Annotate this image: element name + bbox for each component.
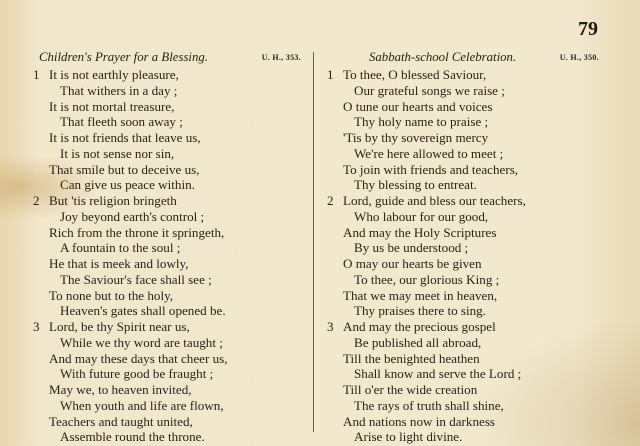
right-hymn-heading: [327, 50, 599, 66]
stanza: [33, 67, 301, 193]
left-hymn: [33, 50, 301, 445]
verse-text: That fleeth soon away ;: [60, 114, 183, 130]
verse-text: Thy holy name to praise ;: [354, 114, 489, 130]
verse-text: It is not friends that leave us,: [49, 130, 201, 145]
verse-line: [327, 67, 599, 83]
verse-text: Till o'er the wide creation: [343, 382, 478, 397]
stanza-number: 3: [327, 319, 334, 334]
verse-text: Thy praises there to sing.: [354, 303, 486, 319]
verse-line: [33, 240, 301, 256]
verse-text: Joy beyond earth's control ;: [60, 208, 205, 224]
verse-text: That withers in a day ;: [60, 82, 178, 98]
verse-text: 'Tis by thy sovereign mercy: [343, 130, 489, 145]
verse-text: O may our hearts be given: [343, 256, 482, 271]
verse-line: [327, 414, 599, 430]
verse-text: Teachers and taught united,: [49, 413, 193, 429]
page-number: 79: [578, 18, 598, 40]
verse-line: [33, 366, 301, 382]
verse-text: While we thy word are taught ;: [60, 334, 223, 350]
verse-line: [33, 351, 301, 367]
verse-line: [327, 288, 599, 304]
verse-line: [33, 225, 301, 241]
left-hymn-stanzas: [33, 67, 301, 445]
stanza-number: 3: [33, 319, 40, 334]
verse-text: O tune our hearts and voices: [343, 98, 493, 114]
stanza-number: 2: [33, 193, 40, 208]
verse-line: [327, 303, 599, 319]
stanza-number: 1: [327, 67, 334, 82]
verse-text: May we, to heaven invited,: [49, 382, 192, 397]
verse-line: [33, 398, 301, 414]
verse-line: [33, 99, 301, 115]
verse-line: [327, 382, 599, 398]
verse-text: Be published all abroad,: [354, 334, 482, 350]
verse-text: Arise to light divine.: [354, 429, 463, 445]
right-hymn-stanzas: [327, 67, 599, 445]
verse-text: And may the Holy Scriptures: [343, 224, 497, 240]
verse-text: To none but to the holy,: [49, 287, 174, 303]
verse-text: To join with friends and teachers,: [343, 161, 519, 177]
verse-line: [327, 256, 599, 272]
verse-line: [33, 303, 301, 319]
verse-line: [33, 288, 301, 304]
verse-line: [33, 335, 301, 351]
verse-line: [33, 319, 301, 335]
verse-line: [33, 162, 301, 178]
verse-text: Who labour for our good,: [354, 208, 489, 224]
verse-text: A fountain to the soul ;: [60, 240, 181, 256]
verse-line: [327, 240, 599, 256]
verse-line: [33, 67, 301, 83]
verse-line: [327, 83, 599, 99]
left-hymn-reference: U. H., 353.: [261, 53, 301, 62]
verse-line: [327, 146, 599, 162]
right-hymn-title: Sabbath-school Celebration.: [369, 50, 517, 64]
stanza: [327, 193, 599, 319]
right-hymn-reference: U. H., 350.: [559, 53, 599, 62]
verse-line: [33, 177, 301, 193]
verse-line: [327, 335, 599, 351]
left-hymn-title: Children's Prayer for a Blessing.: [39, 50, 208, 64]
verse-line: [33, 146, 301, 162]
verse-text: To thee, O blessed Saviour,: [343, 67, 487, 82]
verse-line: [327, 99, 599, 115]
verse-line: [327, 177, 599, 193]
verse-text: Heaven's gates shall opened be.: [60, 303, 226, 319]
verse-line: [327, 114, 599, 130]
verse-text: That we may meet in heaven,: [343, 287, 498, 303]
left-hymn-heading: [33, 50, 301, 66]
verse-text: When youth and life are flown,: [60, 397, 224, 413]
verse-line: [327, 272, 599, 288]
column-divider: [313, 52, 314, 432]
verse-text: And may the precious gospel: [343, 319, 496, 334]
verse-text: Lord, be thy Spirit near us,: [49, 319, 190, 334]
stanza: [33, 193, 301, 319]
verse-text: Thy blessing to entreat.: [354, 177, 477, 193]
verse-text: It is not mortal treasure,: [49, 98, 175, 114]
verse-text: We're here allowed to meet ;: [354, 145, 504, 161]
verse-line: [327, 225, 599, 241]
right-hymn: [327, 50, 599, 445]
verse-line: [33, 256, 301, 272]
verse-text: To thee, our glorious King ;: [354, 271, 500, 287]
verse-line: [327, 351, 599, 367]
verse-line: [33, 272, 301, 288]
verse-line: [33, 209, 301, 225]
verse-line: [33, 382, 301, 398]
verse-text: But 'tis religion bringeth: [49, 193, 177, 208]
stanza-number: 1: [33, 67, 40, 82]
stanza: [33, 319, 301, 445]
verse-line: [327, 162, 599, 178]
verse-line: [33, 83, 301, 99]
stanza-number: 2: [327, 193, 334, 208]
verse-line: [33, 429, 301, 445]
verse-text: Assemble round the throne.: [60, 429, 205, 445]
verse-text: And may these days that cheer us,: [49, 350, 228, 366]
verse-line: [327, 130, 599, 146]
verse-text: By us be understood ;: [354, 240, 469, 256]
verse-text: Shall know and serve the Lord ;: [354, 366, 522, 382]
verse-text: He that is meek and lowly,: [49, 256, 189, 271]
verse-text: And nations now in darkness: [343, 413, 496, 429]
verse-text: Our grateful songs we raise ;: [354, 82, 505, 98]
verse-line: [33, 193, 301, 209]
verse-text: It is not earthly pleasure,: [49, 67, 179, 82]
verse-text: Rich from the throne it springeth,: [49, 224, 225, 240]
verse-line: [327, 193, 599, 209]
verse-text: That smile but to deceive us,: [49, 161, 200, 177]
verse-line: [327, 429, 599, 445]
verse-text: The rays of truth shall shine,: [354, 397, 504, 413]
verse-text: The Saviour's face shall see ;: [60, 271, 212, 287]
verse-line: [327, 398, 599, 414]
verse-line: [327, 209, 599, 225]
verse-line: [327, 319, 599, 335]
verse-line: [33, 414, 301, 430]
verse-text: With future good be fraught ;: [60, 366, 214, 382]
stanza: [327, 67, 599, 193]
verse-text: Lord, guide and bless our teachers,: [343, 193, 526, 208]
verse-text: It is not sense nor sin,: [60, 145, 175, 161]
verse-text: Can give us peace within.: [60, 177, 195, 193]
verse-text: Till the benighted heathen: [343, 350, 480, 366]
verse-line: [327, 366, 599, 382]
stanza: [327, 319, 599, 445]
verse-line: [33, 130, 301, 146]
verse-line: [33, 114, 301, 130]
